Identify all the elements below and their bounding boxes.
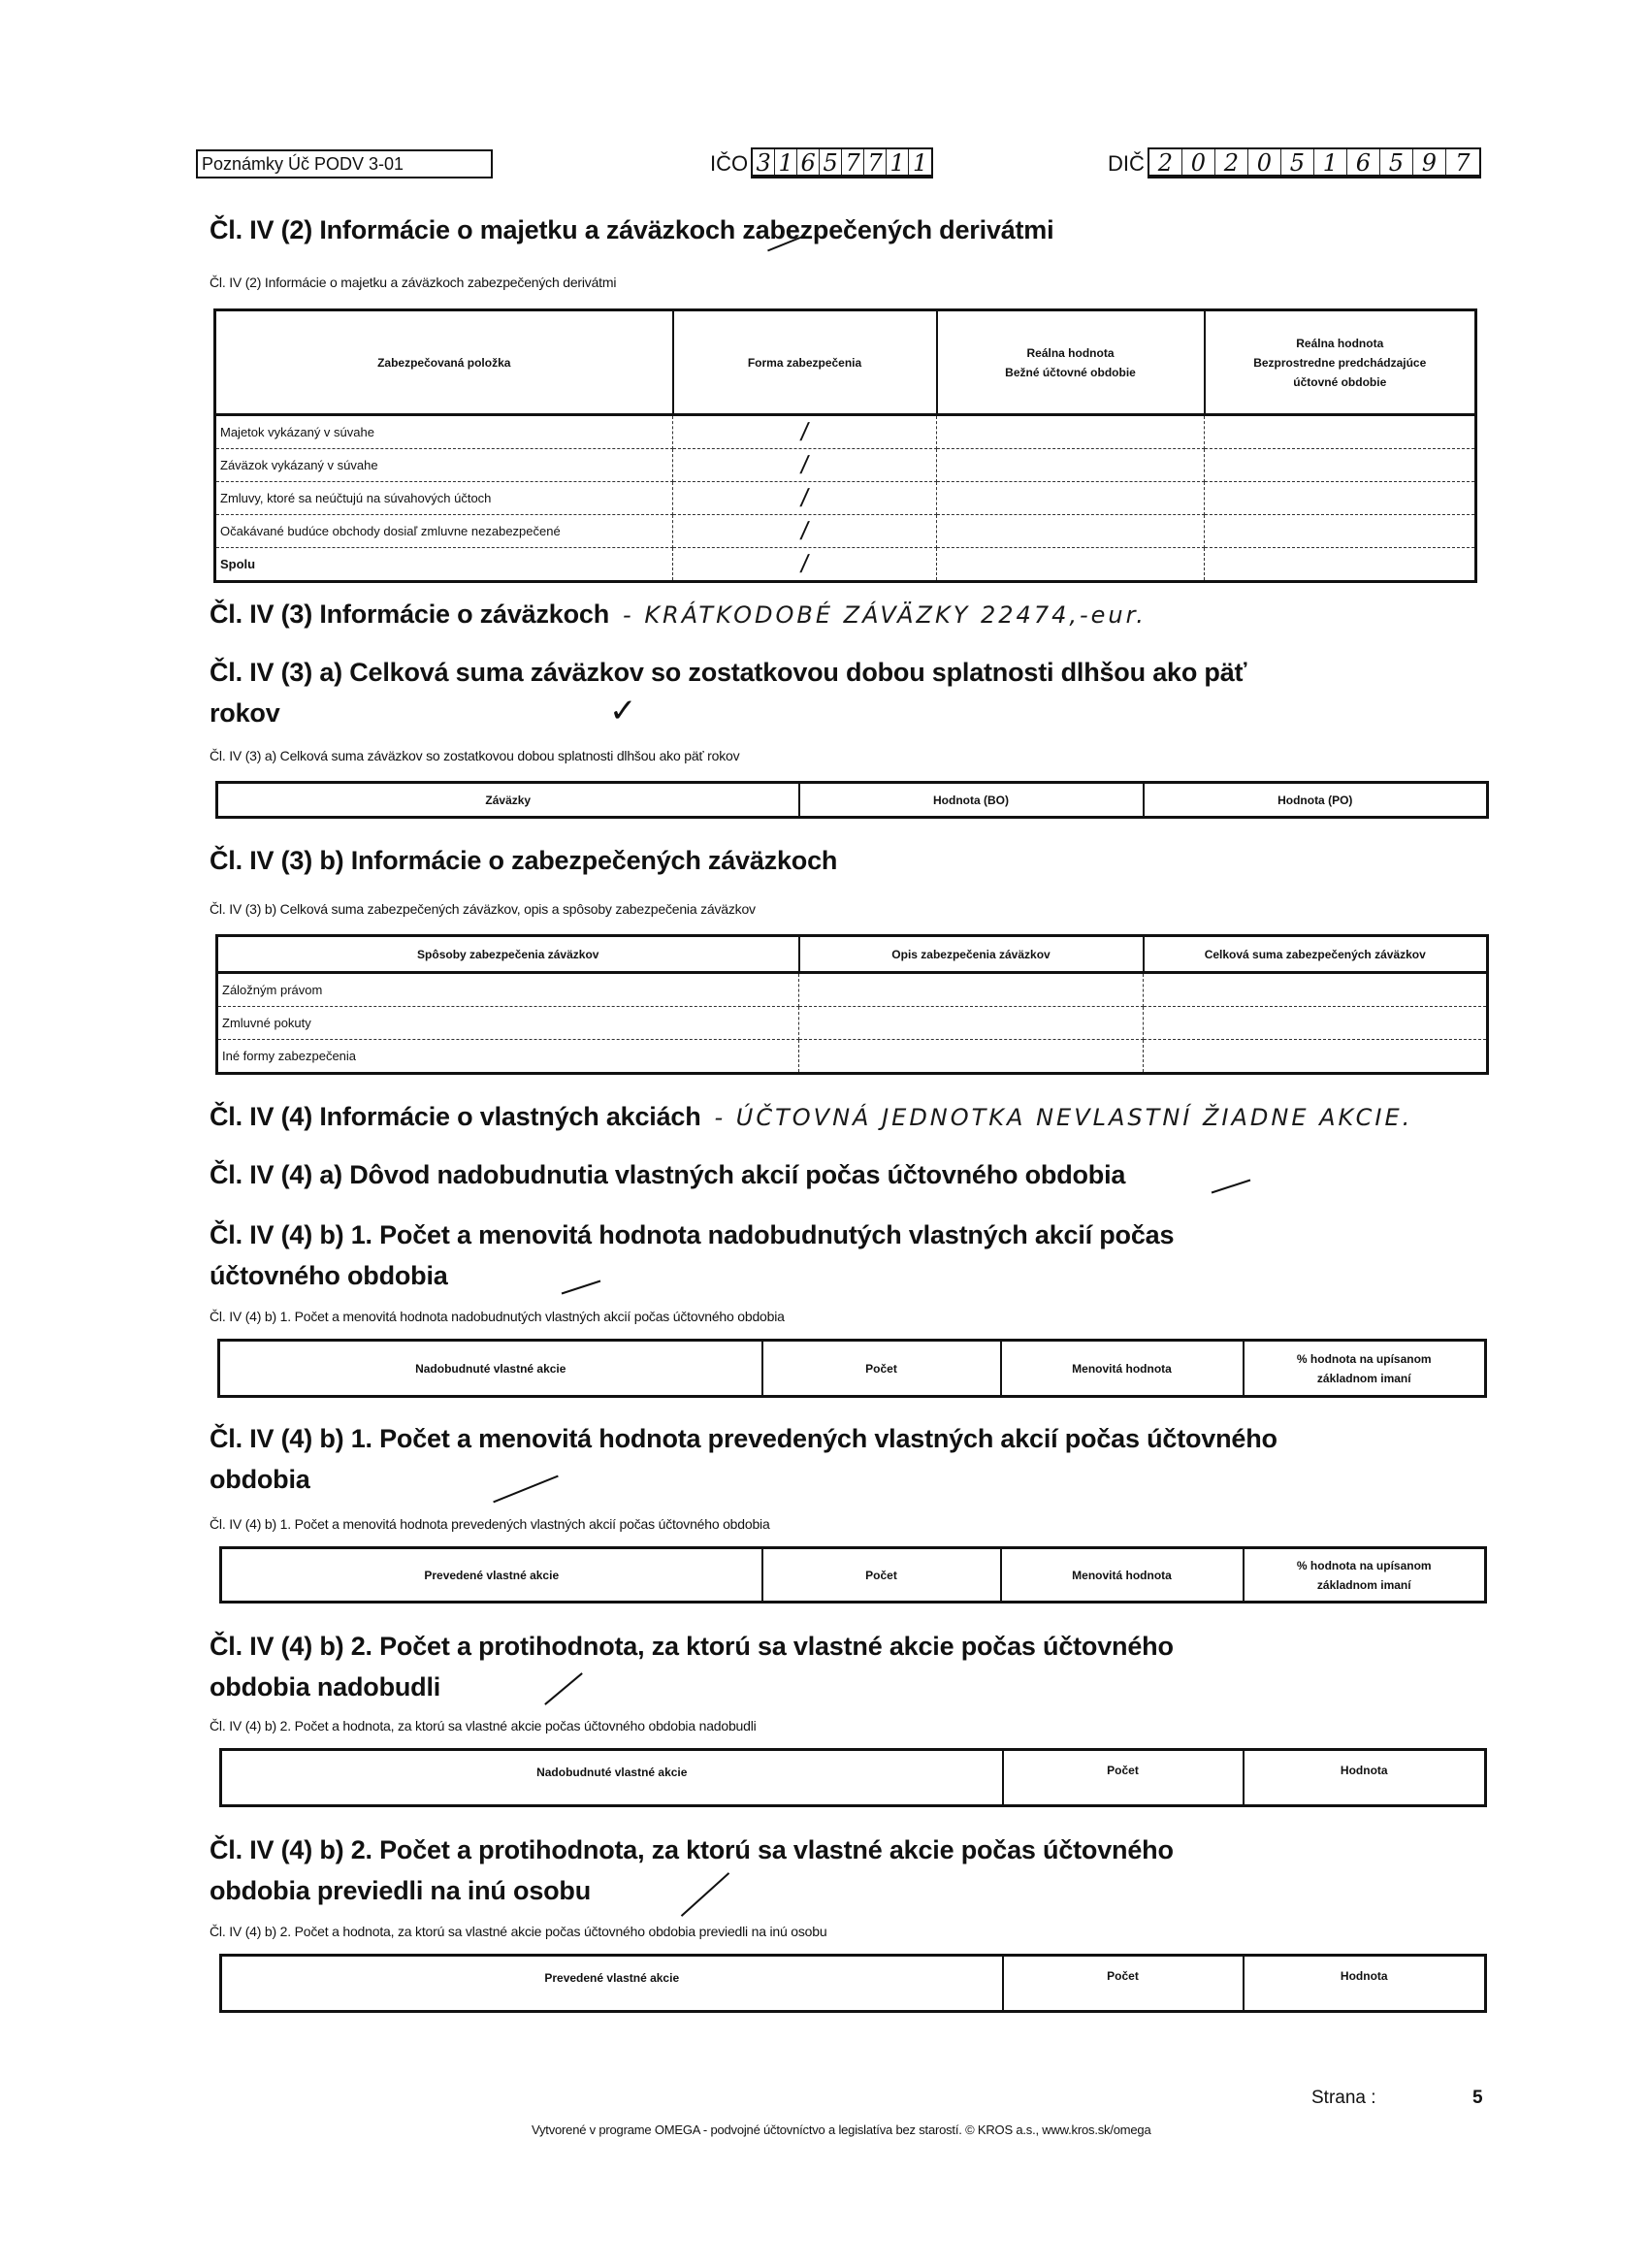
dic-digit: 2 (1149, 149, 1182, 175)
section-iv-4 (210, 1096, 1412, 1137)
col-header-zabezpecovana-polozka: Zabezpečovaná položka (215, 310, 673, 415)
secured-liabilities-table (215, 934, 1489, 1075)
col-header-realna-hodnota-po: Reálna hodnota Bezprostredne predchádzajúce účtovné obdobie (1205, 310, 1476, 415)
form-code-box (196, 149, 493, 178)
section-title-iv-4b2-acq-line1: Čl. IV (4) b) 2. Počet a protihodnota, za ktorú sa vlastné akcie počas účtovného (210, 1632, 1174, 1661)
acquired-shares-table (217, 1339, 1487, 1398)
section-title-iv-4b1-acq-line1: Čl. IV (4) b) 1. Počet a menovitá hodnota nadobudnutých vlastných akcií počas (210, 1220, 1175, 1249)
ico-digit: 1 (887, 149, 909, 175)
opis-cell (799, 973, 1144, 1007)
section-title-iv-3a-line2: rokov (210, 698, 280, 728)
forma-cell (673, 548, 937, 582)
forma-cell (673, 449, 937, 482)
handwritten-slash-icon: / (798, 482, 811, 512)
handwritten-slash-icon: / (798, 449, 811, 479)
col-header-pocet: Počet (1003, 1750, 1244, 1806)
dic-digit: 5 (1281, 149, 1314, 175)
col-header-pocet: Počet (762, 1341, 1001, 1397)
section-title-iv-2: Čl. IV (2) Informácie o majetku a záväzkoch zabezpečených derivátmi (210, 215, 1054, 244)
ico-digit-boxes (751, 147, 933, 178)
handwritten-check-icon: ✓ (609, 692, 637, 730)
table-row (215, 415, 1476, 449)
ico-digit: 3 (753, 149, 775, 175)
suma-cell (1144, 1007, 1488, 1040)
dic-digit: 0 (1182, 149, 1215, 175)
ico-label: IČO (710, 151, 749, 176)
ico-digit: 5 (820, 149, 842, 175)
section-subtitle-iv-4b2-acq: Čl. IV (4) b) 2. Počet a hodnota, za ktorú sa vlastné akcie počas účtovného obdobia nadobudli (210, 1718, 757, 1733)
row-label: Iné formy zabezpečenia (217, 1040, 799, 1074)
transferred-shares-value-table (219, 1954, 1487, 2013)
section-subtitle-iv-3a: Čl. IV (3) a) Celková suma záväzkov so zostatkovou dobou splatnosti dlhšou ako päť rokov (210, 748, 740, 763)
row-label: Záložným právom (217, 973, 799, 1007)
table-row (217, 1040, 1488, 1074)
bezne-cell (937, 415, 1205, 449)
bezne-cell (937, 515, 1205, 548)
forma-cell (673, 415, 937, 449)
section-title-iv-3a-line1: Čl. IV (3) a) Celková suma záväzkov so zostatkovou dobou splatnosti dlhšou ako päť (210, 658, 1247, 687)
section-title-iv-4a: Čl. IV (4) a) Dôvod nadobudnutia vlastných akcií počas účtovného obdobia (210, 1160, 1126, 1189)
col-header-hodnota: Hodnota (1340, 1969, 1388, 1983)
row-label: Očakávané budúce obchody dosiaľ zmluvne nezabezpečené (215, 515, 673, 548)
dic-digit: 9 (1413, 149, 1446, 175)
acquired-shares-value-table (219, 1748, 1487, 1807)
col-header-zavazky: Záväzky (217, 783, 799, 818)
section-title-iv-4b2-acq-line2: obdobia nadobudli (210, 1672, 441, 1701)
predch-cell (1205, 415, 1476, 449)
table-row (215, 548, 1476, 582)
dic-digit: 1 (1314, 149, 1347, 175)
handwritten-note: - KRÁTKODOBÉ ZÁVÄZKY 22474,-eur. (623, 601, 1147, 629)
section-subtitle-iv-4b1-trans: Čl. IV (4) b) 1. Počet a menovitá hodnota prevedených vlastných akcií počas účtovného obdobia (210, 1516, 770, 1532)
handwritten-mark-icon (562, 1280, 601, 1295)
dic-field (1108, 147, 1481, 178)
long-term-liabilities-table (215, 781, 1489, 819)
section-title-iv-4: Čl. IV (4) Informácie o vlastných akciách (210, 1102, 701, 1131)
table-row (217, 1007, 1488, 1040)
table-row (215, 449, 1476, 482)
col-header-nadobudnute-akcie: Nadobudnuté vlastné akcie (219, 1341, 762, 1397)
handwritten-note: - ÚČTOVNÁ JEDNOTKA NEVLASTNÍ ŽIADNE AKCIE. (714, 1104, 1413, 1131)
ico-digit: 6 (797, 149, 820, 175)
predch-cell (1205, 449, 1476, 482)
dic-digit: 7 (1455, 149, 1471, 177)
section-title-iv-4b2-trans-line2: obdobia previedli na inú osobu (210, 1876, 592, 1905)
forma-cell (673, 482, 937, 515)
section-title-iv-3b: Čl. IV (3) b) Informácie o zabezpečených záväzkoch (210, 846, 838, 875)
section-title-iv-4b2-trans-line1: Čl. IV (4) b) 2. Počet a protihodnota, za ktorú sa vlastné akcie počas účtovného (210, 1835, 1174, 1864)
ico-digit: 1 (912, 149, 928, 177)
footer-credit: Vytvorené v programe OMEGA - podvojné účtovníctvo a legislatíva bez starostí. © KROS a.s., www.kros.sk/omega (532, 2122, 1151, 2137)
col-header-menovita-hodnota: Menovitá hodnota (1001, 1548, 1244, 1603)
predch-cell (1205, 515, 1476, 548)
col-header-prevedene-akcie: Prevedené vlastné akcie (221, 1956, 1003, 2012)
col-header-opis-zabezpecenia: Opis zabezpečenia záväzkov (799, 936, 1144, 973)
opis-cell (799, 1007, 1144, 1040)
section-subtitle-iv-2: Čl. IV (2) Informácie o majetku a záväzkoch zabezpečených derivátmi (210, 275, 617, 290)
dic-digit: 2 (1215, 149, 1248, 175)
form-code: Poznámky Úč PODV 3-01 (202, 154, 404, 174)
col-header-hodnota-po: Hodnota (PO) (1277, 793, 1353, 807)
handwritten-slash-icon: / (798, 548, 811, 578)
derivatives-table (213, 308, 1477, 583)
bezne-cell (937, 548, 1205, 582)
handwritten-slash-icon: / (798, 416, 811, 446)
predch-cell (1205, 482, 1476, 515)
dic-digit: 6 (1347, 149, 1380, 175)
bezne-cell (937, 482, 1205, 515)
row-label: Spolu (215, 548, 673, 582)
section-subtitle-iv-4b1-acq: Čl. IV (4) b) 1. Počet a menovitá hodnota nadobudnutých vlastných akcií počas účtovného obdobia (210, 1309, 785, 1324)
handwritten-mark-icon (544, 1672, 583, 1705)
ico-digit: 7 (842, 149, 864, 175)
col-header-percento-imania: % hodnota na upísanom základnom imaní (1296, 1558, 1432, 1592)
col-header-percento-imania: % hodnota na upísanom základnom imaní (1296, 1351, 1432, 1385)
handwritten-mark-icon (1212, 1180, 1251, 1194)
page-number: 5 (1472, 2088, 1483, 2108)
row-label: Záväzok vykázaný v súvahe (215, 449, 673, 482)
forma-cell (673, 515, 937, 548)
dic-digit: 5 (1380, 149, 1413, 175)
dic-digit: 0 (1248, 149, 1281, 175)
col-header-prevedene-akcie: Prevedené vlastné akcie (221, 1548, 762, 1603)
ico-field (710, 147, 933, 178)
bezne-cell (937, 449, 1205, 482)
handwritten-slash-icon: / (798, 515, 811, 545)
dic-digit-boxes (1148, 147, 1481, 178)
section-title-iv-4b1-acq-line2: účtovného obdobia (210, 1261, 448, 1290)
suma-cell (1144, 1040, 1488, 1074)
handwritten-mark-icon (681, 1872, 729, 1917)
section-iv-3 (210, 594, 1147, 634)
handwritten-mark-icon (493, 1475, 559, 1504)
predch-cell (1205, 548, 1476, 582)
col-header-pocet: Počet (1003, 1956, 1244, 2012)
row-label: Zmluvy, ktoré sa neúčtujú na súvahových účtoch (215, 482, 673, 515)
section-title-iv-3: Čl. IV (3) Informácie o záväzkoch (210, 599, 610, 629)
table-row (215, 515, 1476, 548)
table-row (217, 973, 1488, 1007)
col-header-realna-hodnota-bo: Reálna hodnota Bežné účtovné obdobie (937, 310, 1205, 415)
col-header-celkova-suma: Celková suma zabezpečených záväzkov (1144, 936, 1488, 973)
table-row (215, 482, 1476, 515)
section-subtitle-iv-3b: Čl. IV (3) b) Celková suma zabezpečených záväzkov, opis a spôsoby zabezpečenia záväzkov (210, 901, 756, 917)
section-subtitle-iv-4b2-trans: Čl. IV (4) b) 2. Počet a hodnota, za ktorú sa vlastné akcie počas účtovného obdobia previedli na inú osobu (210, 1924, 827, 1939)
col-header-hodnota: Hodnota (1340, 1764, 1388, 1777)
col-header-nadobudnute-akcie: Nadobudnuté vlastné akcie (221, 1750, 1003, 1806)
opis-cell (799, 1040, 1144, 1074)
ico-digit: 1 (775, 149, 797, 175)
suma-cell (1144, 973, 1488, 1007)
col-header-hodnota-bo: Hodnota (BO) (799, 783, 1144, 818)
col-header-sposoby-zabezpecenia: Spôsoby zabezpečenia záväzkov (217, 936, 799, 973)
row-label: Zmluvné pokuty (217, 1007, 799, 1040)
transferred-shares-table (219, 1546, 1487, 1604)
page-label: Strana : (1311, 2088, 1376, 2108)
col-header-forma-zabezpecenia: Forma zabezpečenia (673, 310, 937, 415)
row-label: Majetok vykázaný v súvahe (215, 415, 673, 449)
section-title-iv-4b1-trans-line1: Čl. IV (4) b) 1. Počet a menovitá hodnota prevedených vlastných akcií počas účtovného (210, 1424, 1277, 1453)
section-title-iv-4b1-trans-line2: obdobia (210, 1465, 310, 1494)
ico-digit: 7 (864, 149, 887, 175)
col-header-pocet: Počet (762, 1548, 1001, 1603)
col-header-menovita-hodnota: Menovitá hodnota (1001, 1341, 1244, 1397)
dic-label: DIČ (1108, 151, 1145, 176)
